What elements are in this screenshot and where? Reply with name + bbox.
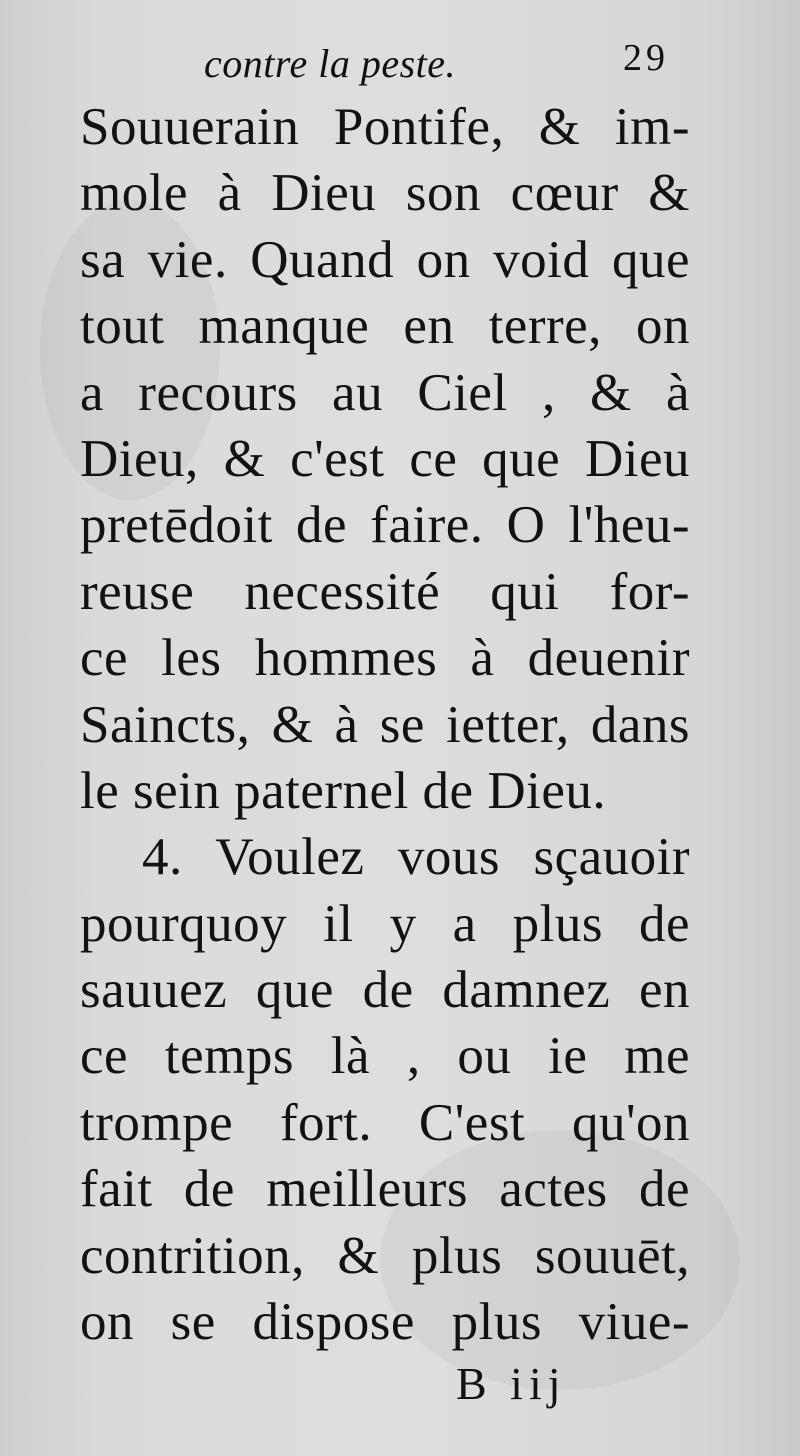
text-line: mole à Dieu son cœur & [80,164,690,223]
text-line: pourquoy il y a plus de [80,894,690,953]
text-line: 4. Voulez vous sçauoir [142,828,690,887]
running-head: contre la peste. [204,41,457,86]
text-line: fait de meilleurs actes de [80,1160,690,1219]
text-line: ce les hommes à deuenir [80,629,690,688]
text-line: ce temps là , ou ie me [80,1027,690,1086]
body-text [80,94,690,1355]
text-line: on se dispose plus viue- [80,1293,690,1352]
text-line: trompe fort. C'est qu'on [80,1093,690,1152]
text-line: tout manque en terre, on [80,297,690,356]
page-number: 29 [623,37,669,79]
text-line: Souuerain Pontife, & im- [80,98,690,156]
text-line: a recours au Ciel , & à [80,363,690,422]
text-line: le sein paternel de Dieu. [80,761,607,820]
text-line: sa vie. Quand on void que [80,230,690,289]
text-line: Dieu, & c'est ce que Dieu [80,429,690,488]
text-line: Saincts, & à se ietter, dans [80,695,690,754]
text-line: contrition, & plus souuēt, [80,1226,690,1285]
text-line: reuse necessité qui for- [80,562,690,621]
text-line: pretēdoit de faire. O l'heu- [80,496,690,555]
text-line: sauuez que de damnez en [80,961,690,1020]
signature-mark: B iij [456,1358,567,1409]
page-header [204,37,669,98]
